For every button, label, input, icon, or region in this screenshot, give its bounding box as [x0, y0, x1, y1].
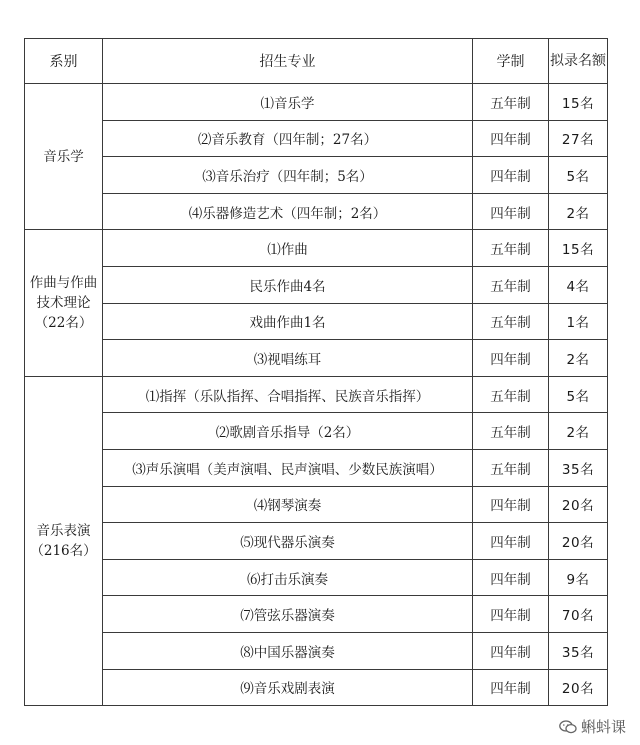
major-cell: ⑴指挥（乐队指挥、合唱指挥、民族音乐指挥） — [103, 376, 473, 413]
years-cell: 五年制 — [473, 303, 549, 340]
table-row — [25, 559, 608, 596]
major-cell: ⑷钢琴演奏 — [103, 486, 473, 523]
table-row — [25, 84, 608, 121]
table-row — [25, 449, 608, 486]
quota-cell: 15名 — [549, 84, 608, 121]
table-row — [25, 120, 608, 157]
table-row — [25, 230, 608, 267]
table-row — [25, 340, 608, 377]
quota-cell: 15名 — [549, 230, 608, 267]
table-row — [25, 266, 608, 303]
header-quota: 拟录名额 — [549, 39, 608, 84]
major-cell: ⑶音乐治疗（四年制；5名） — [103, 157, 473, 194]
quota-cell: 35名 — [549, 449, 608, 486]
quota-cell: 1名 — [549, 303, 608, 340]
years-cell: 四年制 — [473, 596, 549, 633]
table-row — [25, 193, 608, 230]
header-years: 学制 — [473, 39, 549, 84]
years-cell: 五年制 — [473, 449, 549, 486]
major-cell: 民乐作曲4名 — [103, 266, 473, 303]
quota-cell: 2名 — [549, 413, 608, 450]
years-cell: 四年制 — [473, 157, 549, 194]
quota-cell: 20名 — [549, 523, 608, 560]
watermark-text: 蝌蚪课 — [580, 718, 626, 736]
table-row — [25, 669, 608, 706]
table-body — [25, 84, 608, 706]
years-cell: 四年制 — [473, 632, 549, 669]
years-cell: 四年制 — [473, 340, 549, 377]
table-row — [25, 157, 608, 194]
major-cell: 戏曲作曲1名 — [103, 303, 473, 340]
years-cell: 四年制 — [473, 523, 549, 560]
wechat-icon — [559, 720, 577, 734]
table-row — [25, 523, 608, 560]
major-cell: ⑴音乐学 — [103, 84, 473, 121]
years-cell: 四年制 — [473, 559, 549, 596]
years-cell: 五年制 — [473, 84, 549, 121]
table-row — [25, 596, 608, 633]
table-row — [25, 413, 608, 450]
dept-cell: 作曲与作曲技术理论（22名） — [25, 230, 103, 376]
major-cell: ⑴作曲 — [103, 230, 473, 267]
quota-cell: 27名 — [549, 120, 608, 157]
quota-cell: 35名 — [549, 632, 608, 669]
quota-cell: 5名 — [549, 157, 608, 194]
major-cell: ⑷乐器修造艺术（四年制；2名） — [103, 193, 473, 230]
admission-table — [24, 38, 608, 706]
years-cell: 四年制 — [473, 120, 549, 157]
dept-cell: 音乐学 — [25, 84, 103, 230]
table-row — [25, 486, 608, 523]
watermark — [559, 716, 626, 737]
quota-cell: 2名 — [549, 340, 608, 377]
quota-cell: 5名 — [549, 376, 608, 413]
years-cell: 五年制 — [473, 266, 549, 303]
quota-cell: 20名 — [549, 486, 608, 523]
table-row — [25, 632, 608, 669]
header-major: 招生专业 — [103, 39, 473, 84]
header-dept: 系别 — [25, 39, 103, 84]
years-cell: 四年制 — [473, 486, 549, 523]
quota-cell: 2名 — [549, 193, 608, 230]
table-row — [25, 303, 608, 340]
major-cell: ⑼音乐戏剧表演 — [103, 669, 473, 706]
header-row — [25, 39, 608, 84]
years-cell: 五年制 — [473, 413, 549, 450]
major-cell: ⑵音乐教育（四年制；27名） — [103, 120, 473, 157]
quota-cell: 4名 — [549, 266, 608, 303]
quota-cell: 9名 — [549, 559, 608, 596]
major-cell: ⑻中国乐器演奏 — [103, 632, 473, 669]
years-cell: 五年制 — [473, 230, 549, 267]
major-cell: ⑹打击乐演奏 — [103, 559, 473, 596]
years-cell: 五年制 — [473, 376, 549, 413]
major-cell: ⑸现代器乐演奏 — [103, 523, 473, 560]
years-cell: 四年制 — [473, 193, 549, 230]
dept-cell: 音乐表演（216名） — [25, 376, 103, 705]
quota-cell: 70名 — [549, 596, 608, 633]
major-cell: ⑶声乐演唱（美声演唱、民声演唱、少数民族演唱） — [103, 449, 473, 486]
major-cell: ⑵歌剧音乐指导（2名） — [103, 413, 473, 450]
years-cell: 四年制 — [473, 669, 549, 706]
table-row — [25, 376, 608, 413]
major-cell: ⑶视唱练耳 — [103, 340, 473, 377]
quota-cell: 20名 — [549, 669, 608, 706]
major-cell: ⑺管弦乐器演奏 — [103, 596, 473, 633]
